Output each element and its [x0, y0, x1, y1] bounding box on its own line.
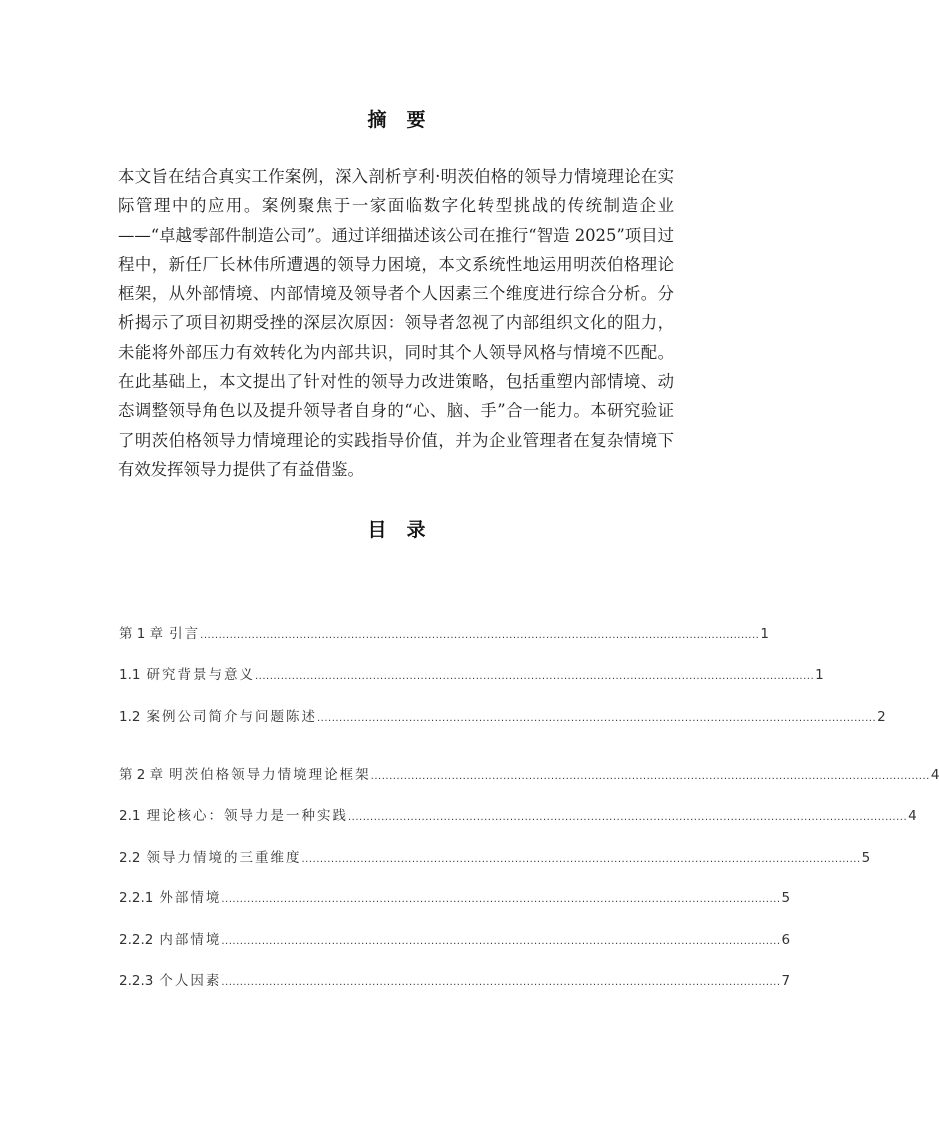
toc-item-page: 1 [815, 667, 824, 683]
toc-item-number: 第 1 章 [119, 626, 164, 642]
toc-dot-leader: ........................................................................................................................................................ [254, 671, 815, 682]
toc-item-number: 第 2 章 [119, 767, 164, 783]
toc-dot-leader: ........................................................................................................................................................ [301, 854, 861, 865]
toc-item-text: 理论核心：领导力是一种实践 [146, 808, 348, 824]
toc-item-text: 领导力情境的三重维度 [146, 850, 302, 866]
toc-dot-leader: ........................................................................................................................................................ [347, 812, 908, 823]
toc-item-number: 1.2 [119, 709, 141, 725]
toc-dot-leader: ........................................................................................................................................................ [221, 894, 781, 905]
toc-item-page: 6 [781, 932, 791, 948]
toc-item-number: 2.2.1 [119, 890, 154, 906]
abstract-body: 本文旨在结合真实工作案例，深入剖析亨利·明茨伯格的领导力情境理论在实际管理中的应用。案例聚焦于一家面临数字化转型挑战的传统制造企业——“卓越零部件制造公司”。通过详细描述该公司在推行“智造 2025”项目过程中，新任厂长林伟所遭遇的领导力困境，本文系统性地运用明茨伯格理论框架，从外部情境、内部情境及领导者个人因素三个维度进行综合分析。分析揭示了项目初期受挫的深层次原因：领导者忽视了内部组织文化的阻力，未能将外部压力有效转化为内部共识，同时其个人领导风格与情境不匹配。在此基础上，本文提出了针对性的领导力改进策略，包括重塑内部情境、动态调整领导角色以及提升领导者自身的“心、脑、手”合一能力。本研究验证了明茨伯格领导力情境理论的实践指导价值，并为企业管理者在复杂情境下有效发挥领导力提供了有益借鉴。 [118, 167, 674, 479]
toc-item-page: 4 [908, 808, 917, 824]
toc-item-text: 内部情境 [159, 932, 222, 948]
toc-item[interactable] [119, 705, 886, 725]
toc-dot-leader: ........................................................................................................................................................ [221, 936, 781, 947]
toc-item[interactable] [119, 763, 939, 783]
toc-item-page: 1 [760, 626, 769, 642]
toc-dot-leader: ........................................................................................................................................................ [221, 977, 781, 988]
toc-item-page: 2 [877, 709, 886, 725]
toc-item-number: 2.1 [119, 808, 141, 824]
toc-item-number: 2.2.3 [119, 973, 154, 989]
toc-item[interactable] [119, 928, 791, 948]
toc-item-number: 1.1 [119, 667, 141, 683]
toc-item-number: 2.2.2 [119, 932, 154, 948]
toc-item-page: 5 [781, 890, 791, 906]
toc-item-text: 研究背景与意义 [146, 667, 255, 683]
toc-item-text: 引言 [169, 626, 201, 642]
toc-item-text: 明茨伯格领导力情境理论框架 [169, 767, 371, 783]
toc-dot-leader: ........................................................................................................................................................ [200, 630, 760, 641]
abstract-title: 摘要 [367, 109, 446, 131]
toc-item-page: 7 [781, 973, 791, 989]
toc-item[interactable] [119, 886, 791, 906]
toc-item-page: 5 [861, 850, 871, 866]
toc-item[interactable] [119, 969, 791, 989]
toc-item-text: 案例公司简介与问题陈述 [146, 709, 317, 725]
toc-item-text: 个人因素 [159, 973, 222, 989]
toc-dot-leader: ........................................................................................................................................................ [316, 713, 877, 724]
toc-item[interactable] [119, 663, 824, 683]
toc-item[interactable] [119, 804, 917, 824]
toc-item[interactable] [119, 846, 871, 866]
toc-item-text: 外部情境 [159, 890, 222, 906]
toc-item-number: 2.2 [119, 850, 141, 866]
toc-dot-leader: ........................................................................................................................................................ [370, 771, 930, 782]
toc-item[interactable] [119, 622, 769, 642]
toc-title: 目录 [367, 519, 446, 541]
toc-item-page: 4 [930, 767, 939, 783]
